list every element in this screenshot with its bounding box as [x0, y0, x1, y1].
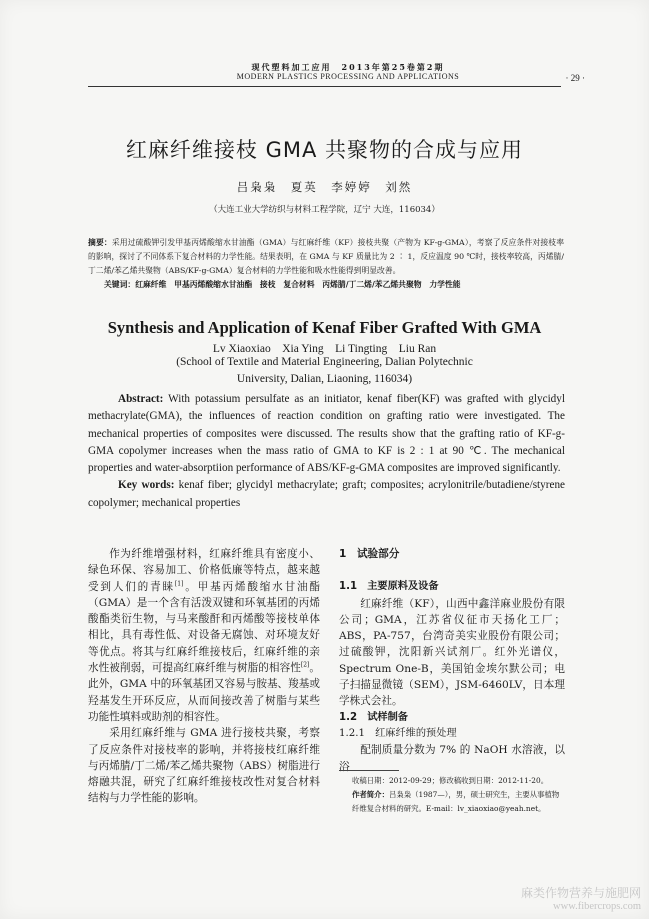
keywords-en-label: Key words:: [118, 479, 175, 492]
watermark: [521, 887, 641, 913]
section-heading-1-1: 1.1 主要原料及设备: [339, 581, 439, 593]
affiliation-en-line2: University, Dalian, Liaoning, 116034): [236, 373, 413, 385]
materials-paragraph: 红麻纤维（KF），山西中鑫洋麻业股份有限公司；GMA，江苏省仪征市天扬化工厂；ABS，PA-757，台湾奇美实业股份有限公司；过硫酸钾，沈阳新兴试剂厂。红外光谱仪，Spectrum One-B，美国铂金埃尔默公司；电子扫描显微镜（SEM），JSM-6460LV，日本理学株式会社。: [339, 597, 565, 708]
abstract-cn-text: 采用过硫酸钾引发甲基丙烯酸缩水甘油酯（GMA）与红麻纤维（KF）接枝共聚（产物为 KF-g-GMA），考察了反应条件对接枝率的影响，探讨了不同体系下复合材料的力学性能。结果表明，在 GMA 与 KF 质量比为 2 ∶ 1，反应温度 90 ℃时，接枝率较高，丙烯腈/丁二烯/苯乙烯共聚物（ABS/KF-g-GMA）复合材料的力学性能和吸水性能得到明显改善。: [88, 238, 565, 275]
footnote-author: [352, 788, 566, 816]
section-heading-1-2: 1.2 试样制备: [339, 711, 408, 723]
footnote-author-text: 吕枭枭（1987—），男，硕士研究生，主要从事植物纤维复合材料的研究。E-mail：lv_xiaoxiao@yeah.net。: [352, 790, 560, 813]
footnote-dates: 收稿日期：2012-09-29；修改稿收到日期：2012-11-20。: [352, 776, 549, 785]
affiliation-en-line1: (School of Textile and Material Engineering, Dalian Polytechnic: [176, 356, 473, 368]
intro-paragraph-2: 采用红麻纤维与 GMA 进行接枝共聚，考察了反应条件对接枝率的影响，并将接枝红麻纤维与丙烯腈/丁二烯/苯乙烯共聚物（ABS）树脂进行熔融共混，研究了红麻纤维接枝改性对复合材料结构与力学性能的影响。: [88, 727, 320, 805]
journal-name-cn: 现代塑料加工应用 2013年第25卷第2期: [251, 62, 445, 72]
title-cn: 红麻纤维接枝 GMA 共聚物的合成与应用: [125, 138, 524, 162]
intro-paragraph-1: [88, 546, 320, 725]
abstract-en-text: With potassium persulfate as an initiator, kenaf fiber(KF) was grafted with glycidyl methacrylate(GMA), the influences of reaction condition on grafting ratio were investigated. The mechanical properties of composites were discussed. The results show that the grafting ratio of KF-g-GMA copolymer increases when the mass ratio of GMA to KF is 2 : 1 at 90 ℃. The mechanical properties and water-absorptiion performance of ABS/KF-g-GMA composites are improved significantly.: [88, 393, 565, 475]
keywords-en-text: kenaf fiber; glycidyl methacrylate; graft; composites; acrylonitrile/butadiene/styrene copolymer; mechanical properties: [88, 479, 566, 509]
ref-2: [2]: [300, 661, 310, 669]
watermark-title: 麻类作物营养与施肥网: [520, 886, 641, 900]
abstract-en: [88, 391, 565, 512]
authors-en: Lv Xiaoxiao Xia Ying Li Tingting Liu Ran: [212, 343, 437, 355]
journal-name-en: MODERN PLASTICS PROCESSING AND APPLICATIONS: [236, 72, 460, 81]
watermark-url: www.fibercrops.com: [553, 901, 641, 912]
abstract-cn-label: 摘要：: [88, 238, 112, 247]
affiliation-cn: （大连工业大学纺织与材料工程学院，辽宁 大连，116034）: [209, 205, 440, 215]
keywords-cn: [104, 279, 564, 291]
footnote: [352, 774, 566, 816]
intro-text-a: 作为纤维增强材料，红麻纤维具有密度小、绿色环保、容易加工、价格低廉等特点，越来越受到人们的青睐: [88, 548, 320, 593]
intro-text-b: 。甲基丙烯酸缩水甘油酯（GMA）是一个含有活泼双键和环氧基团的丙烯酸酯类衍生物，与马来酸酐和丙烯酸等接枝单体相比，具有毒性低、对设备无腐蚀、对环境友好等优点。将其与红麻纤维接枝后，红麻纤维的亲水性被削弱，可提高红麻纤维与树脂的相容性: [88, 580, 321, 675]
footnote-rule: [339, 770, 399, 771]
header-rule: [88, 86, 561, 87]
title-en: Synthesis and Application of Kenaf Fiber Grafted With GMA: [107, 318, 542, 337]
page-number: · 29 ·: [565, 73, 585, 83]
keywords-cn-label: 关键词：: [104, 280, 136, 289]
abstract-en-label: Abstract:: [118, 393, 164, 405]
ref-1: [1]: [174, 580, 184, 588]
section-heading-1-2-1: 1.2.1 红麻纤维的预处理: [339, 727, 457, 739]
footnote-author-label: 作者简介：: [352, 790, 389, 799]
section-heading-1: 1 试验部分: [339, 548, 400, 560]
body-right-column: [339, 546, 565, 775]
pretreatment-paragraph: 配制质量分数为 7% 的 NaOH 水溶液，以浴: [339, 744, 565, 773]
abstract-cn: [88, 236, 564, 278]
intro-text-c: 。此外，GMA 中的环氧基团又容易与胺基、羧基或羟基发生开环反应，从而间接改善了树脂与某些功能性填料或助剂的相容性。: [88, 662, 321, 723]
authors-cn: 吕枭枭 夏英 李婷婷 刘然: [236, 180, 413, 194]
running-header: [198, 62, 498, 82]
body-left-column: [88, 546, 320, 807]
keywords-cn-text: 红麻纤维 甲基丙烯酸缩水甘油酯 接枝 复合材料 丙烯腈/丁二烯/苯乙烯共聚物 力学性能: [135, 280, 461, 289]
